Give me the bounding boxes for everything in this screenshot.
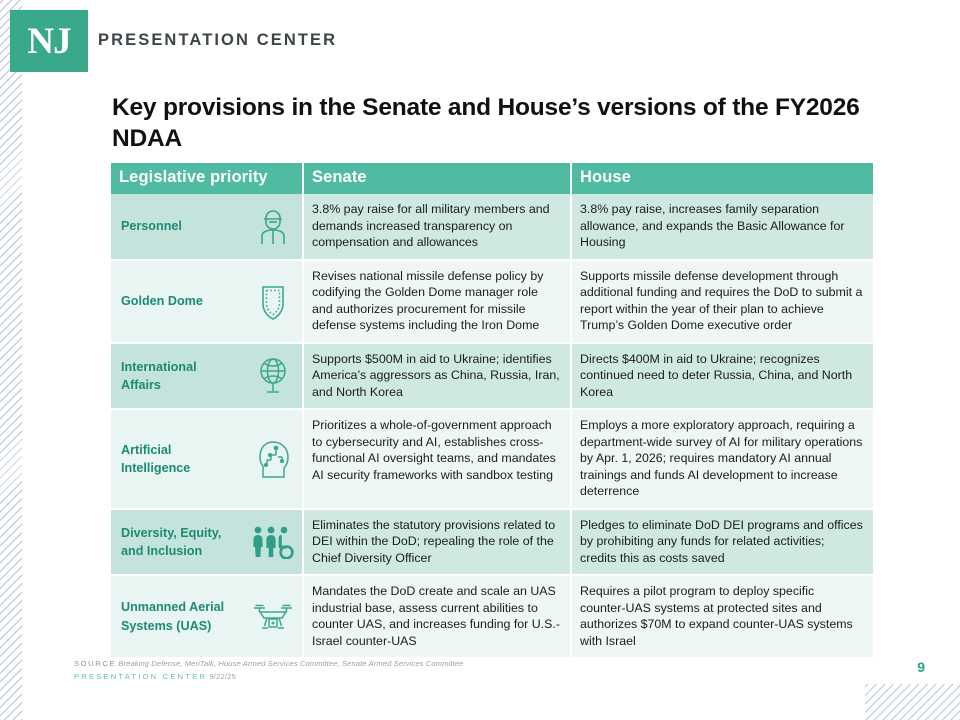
table-body <box>111 194 873 658</box>
table-row <box>111 509 873 576</box>
header <box>0 0 960 70</box>
brain-head-icon <box>250 439 296 479</box>
house-cell: Supports missile defense development through additional funding and requires the DoD to submit a report within the year of their plan to achieve Trump’s Golden Dome executive order <box>571 260 873 343</box>
house-cell: Directs $400M in aid to Ukraine; recognizes continued need to deter Russia, China, and North Korea <box>571 343 873 410</box>
house-cell: Pledges to eliminate DoD DEI programs and offices by prohibiting any funds for related activities; credits this as costs saved <box>571 509 873 576</box>
house-cell: 3.8% pay raise, increases family separation allowance, and expands the Basic Allowance for Housing <box>571 194 873 260</box>
soldier-icon <box>250 207 296 245</box>
table-header-row <box>111 163 873 194</box>
provisions-table <box>111 163 873 659</box>
priority-cell <box>111 260 303 343</box>
priority-label: Unmanned Aerial Systems (UAS) <box>121 600 225 633</box>
column-header-senate: Senate <box>303 163 571 194</box>
table-row <box>111 260 873 343</box>
table-row <box>111 575 873 658</box>
provisions-table-container <box>111 163 873 659</box>
priority-cell <box>111 409 303 509</box>
footer <box>74 657 463 684</box>
page-title: Key provisions in the Senate and House’s versions of the FY2026 NDAA <box>112 94 860 153</box>
presentation-center-label: PRESENTATION CENTER <box>74 672 208 682</box>
logo-text: NJ <box>27 20 71 62</box>
people-diversity-icon <box>250 525 296 559</box>
priority-label: Golden Dome <box>121 293 203 308</box>
priority-label: Personnel <box>121 219 182 234</box>
bottom-right-hatch-decoration <box>865 684 960 720</box>
senate-cell: Mandates the DoD create and scale an UAS industrial base, assess current abilities to counter UAS, and increases funding for U.S.-Israel counter-UAS <box>303 575 571 658</box>
senate-cell: Supports $500M in aid to Ukraine; identifies America’s aggressors as China, Russia, Iran, and North Korea <box>303 343 571 410</box>
house-cell: Requires a pilot program to deploy specific counter-UAS systems at protected sites and authorizes $70M to expand counter-UAS systems with Israel <box>571 575 873 658</box>
priority-label: International Affairs <box>121 359 197 392</box>
senate-cell: Revises national missile defense policy by codifying the Golden Dome manager role and authorizes procurement for missile defense systems including the Iron Dome <box>303 260 571 343</box>
senate-cell: 3.8% pay raise for all military members and demands increased transparency on compensation and allowances <box>303 194 571 260</box>
source-line <box>74 657 463 671</box>
globe-icon <box>250 356 296 396</box>
source-label: SOURCE <box>74 658 117 668</box>
page-number: 9 <box>917 659 925 675</box>
house-cell: Employs a more exploratory approach, requiring a department-wide survey of AI for military operations by Apr. 1, 2026; requires mandatory AI annual trainings and funds AI development to increase deterrence <box>571 409 873 509</box>
priority-cell <box>111 575 303 658</box>
left-edge-hatch-decoration <box>0 0 22 720</box>
column-header-priority: Legislative priority <box>111 163 303 194</box>
column-header-house: House <box>571 163 873 194</box>
source-text: Breaking Defense, MeriTalk, House Armed Services Committee, Senate Armed Services Committee <box>118 658 464 668</box>
nj-logo <box>10 10 88 72</box>
table-row <box>111 194 873 260</box>
brand-name: PRESENTATION CENTER <box>98 31 338 49</box>
table-row <box>111 409 873 509</box>
senate-cell: Eliminates the statutory provisions related to DEI within the DoD; repealing the role of the Chief Diversity Officer <box>303 509 571 576</box>
table-row <box>111 343 873 410</box>
priority-cell <box>111 343 303 410</box>
footer-date: 9/22/25 <box>209 672 237 682</box>
presentation-center-line <box>74 670 463 684</box>
priority-cell <box>111 194 303 260</box>
senate-cell: Prioritizes a whole-of-government approach to cybersecurity and AI, establishes cross-functional AI oversight teams, and mandates AI security frameworks with sandbox testing <box>303 409 571 509</box>
drone-icon <box>250 600 296 634</box>
shield-icon <box>250 281 296 321</box>
priority-label: Diversity, Equity, and Inclusion <box>121 525 222 558</box>
priority-cell <box>111 509 303 576</box>
priority-label: Artificial Intelligence <box>121 442 191 475</box>
